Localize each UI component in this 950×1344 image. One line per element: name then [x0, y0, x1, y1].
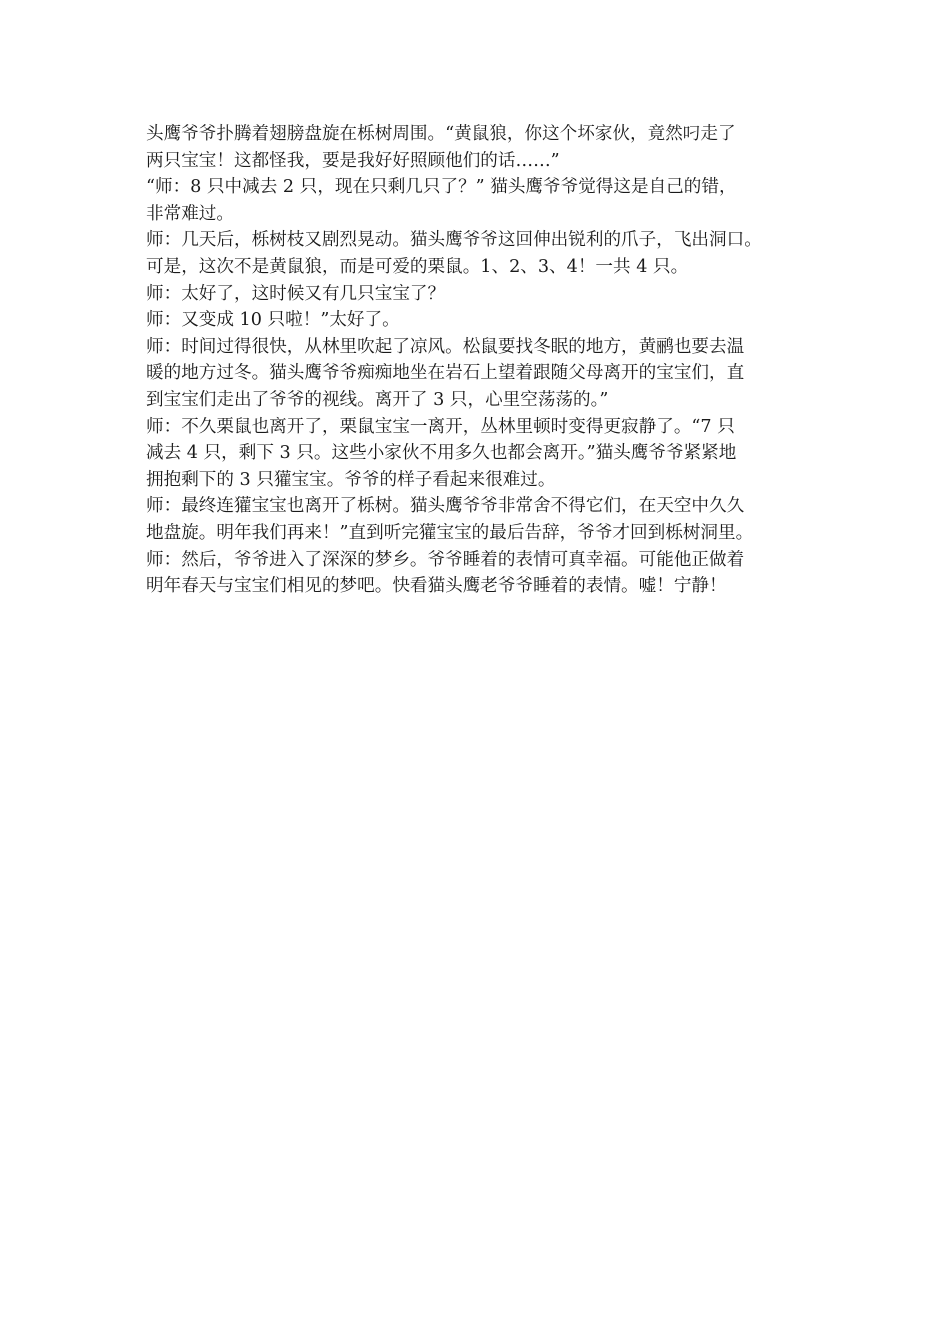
- text-line: 两只宝宝！这都怪我，要是我好好照顾他们的话……”: [146, 150, 560, 171]
- text-line: 暖的地方过冬。猫头鹰爷爷痴痴地坐在岩石上望着跟随父母离开的宝宝们，直: [146, 363, 745, 384]
- text-line: 师：最终连獾宝宝也离开了栎树。猫头鹰爷爷非常舍不得它们，在天空中久久: [146, 496, 745, 517]
- text-line: 师：然后，爷爷进入了深深的梦乡。爷爷睡着的表情可真幸福。可能他正做着: [146, 549, 745, 570]
- text-line: 师：时间过得很快，从林里吹起了凉风。松鼠要找冬眠的地方，黄鹂也要去温: [146, 336, 745, 357]
- text-line: 师：太好了，这时候又有几只宝宝了？: [146, 283, 446, 304]
- text-line: 可是，这次不是黄鼠狼，而是可爱的栗鼠。1、2、3、4！一共 4 只。: [146, 256, 689, 277]
- text-line: 头鹰爷爷扑腾着翅膀盘旋在栎树周围。“黄鼠狼，你这个坏家伙，竟然叼走了: [146, 124, 736, 144]
- text-line: 师：几天后，栎树枝又剧烈晃动。猫头鹰爷爷这回伸出锐利的爪子，飞出洞口。: [146, 230, 762, 251]
- text-line: 拥抱剩下的 3 只獾宝宝。爷爷的样子看起来很难过。: [146, 469, 556, 490]
- text-line: 明年春天与宝宝们相见的梦吧。快看猫头鹰老爷爷睡着的表情。嘘！宁静！: [146, 576, 727, 597]
- text-line: 师：不久栗鼠也离开了，栗鼠宝宝一离开，丛林里顿时变得更寂静了。“7 只: [146, 416, 735, 437]
- text-line: 师：又变成 10 只啦！”太好了。: [146, 310, 400, 331]
- text-line: 非常难过。: [146, 203, 234, 224]
- document-body-text: [146, 121, 826, 600]
- text-line: 到宝宝们走出了爷爷的视线。离开了 3 只，心里空荡荡的。”: [146, 389, 609, 410]
- text-line: 地盘旋。明年我们再来！”直到听完獾宝宝的最后告辞，爷爷才回到栎树洞里。: [146, 522, 754, 543]
- text-line: “师：8 只中减去 2 只，现在只剩几只了？” 猫头鹰爷爷觉得这是自己的错，: [146, 177, 737, 198]
- text-line: 减去 4 只，剩下 3 只。这些小家伙不用多久也都会离开。”猫头鹰爷爷紧紧地: [146, 443, 737, 464]
